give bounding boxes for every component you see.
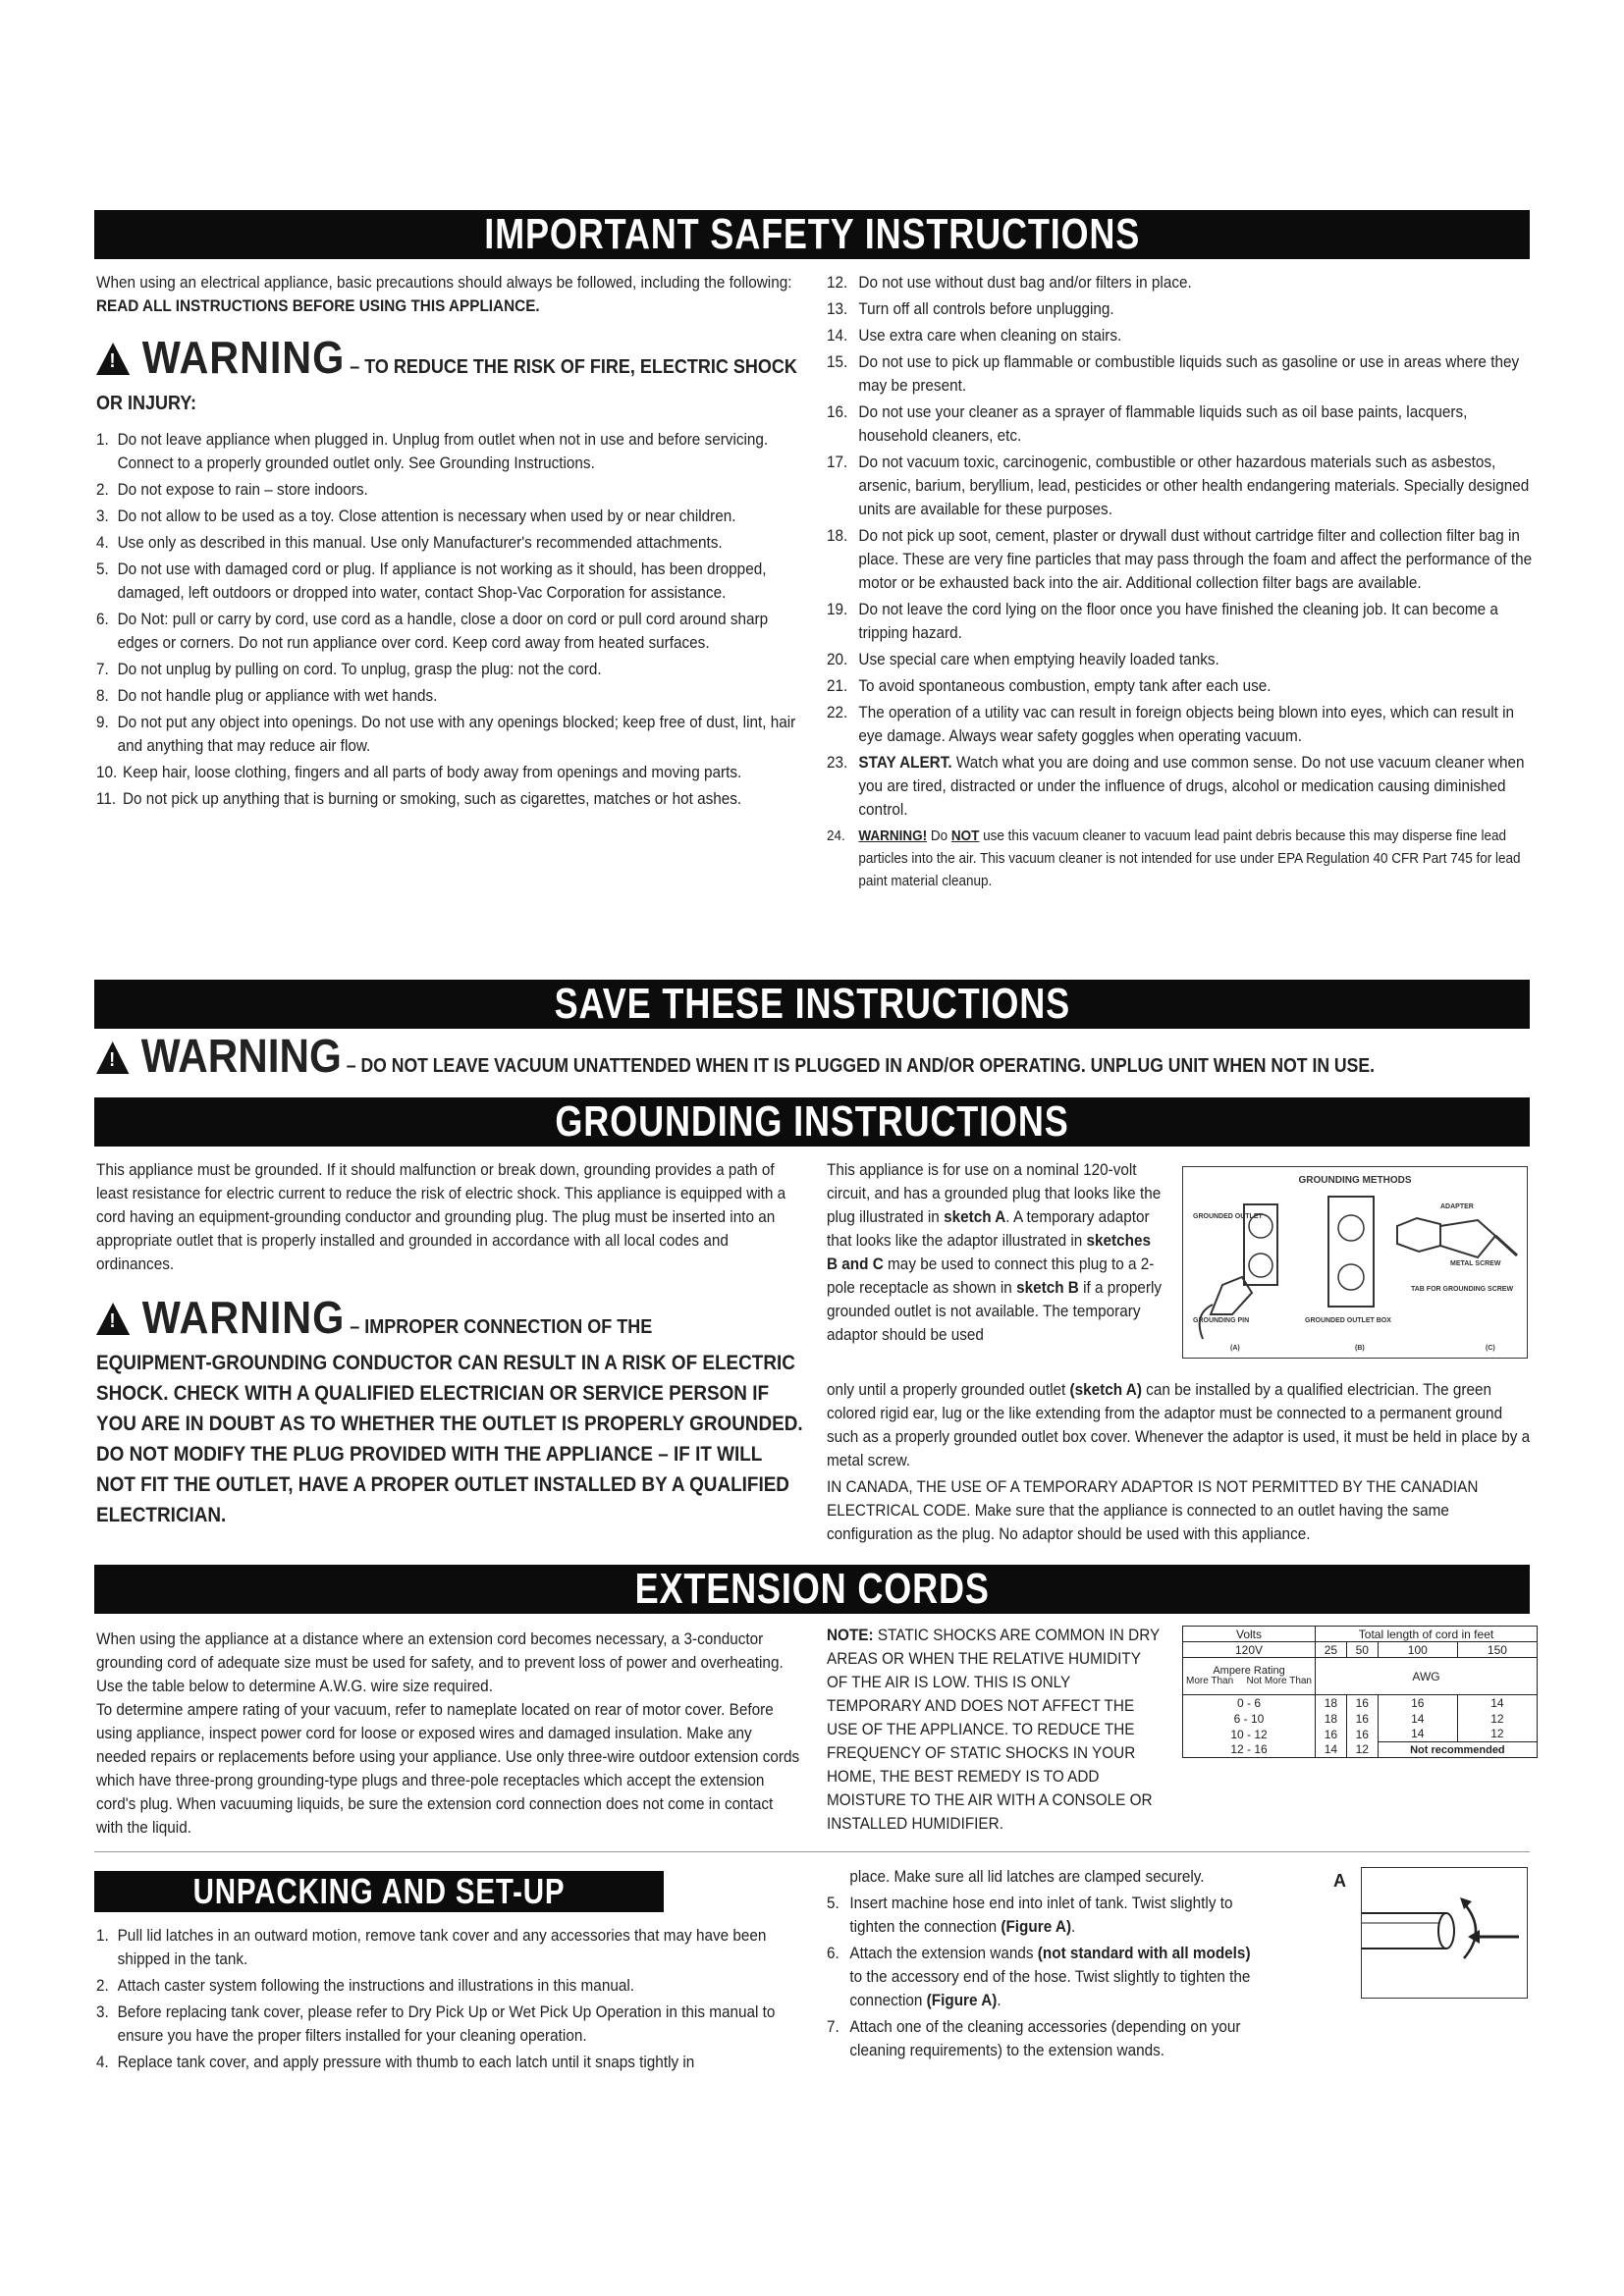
plug-c bbox=[1440, 1220, 1495, 1257]
unpacking-title-bar bbox=[94, 1871, 664, 1912]
unpacking-left-column bbox=[96, 1924, 803, 2077]
figure-a-label: A bbox=[1333, 1871, 1346, 1891]
save-warning: !WARNING – DO NOT LEAVE VACUUM UNATTENDED WHEN IT IS PLUGGED IN AND/OR OPERATING. UNPLUG UNIT WHEN NOT IN USE. bbox=[96, 1033, 1565, 1093]
table-cell: 100 bbox=[1378, 1642, 1457, 1658]
list-item: 1. Pull lid latches in an outward motion, remove tank cover and any accessories that may have been shipped in the tank. bbox=[96, 1926, 767, 1968]
safety-list-left bbox=[96, 428, 803, 811]
extension-p1: When using the appliance at a distance where an extension cord becomes necessary, a 3-conductor grounding cord of adequate size must be used for safety, and to prevent loss of power and overheating. Use the table below to determine A.W.G. wire size required. bbox=[96, 1629, 784, 1695]
list-item: 5. Do not use with damaged cord or plug. If appliance is not working as it should, has been dropped, damaged, left outdoors or dropped into water, contact Shop-Vac Corporation for assistance. bbox=[96, 560, 767, 602]
table-cell: 16 bbox=[1346, 1727, 1378, 1742]
unpacking-cont: place. Make sure all lid latches are clamped securely. bbox=[849, 1867, 1205, 1886]
grounding-methods-figure bbox=[1182, 1166, 1528, 1359]
grounding-p1: This appliance is for use on a nominal 120-volt circuit, and has a grounded plug that looks like the plug illustrated in sketch A. A temporary adaptor that looks like the adaptor illustrated in sketches B and C may be used to connect this plug to a 2-pole receptacle as shown in sketch B if a properly grounded outlet is not available. The temporary adaptor should be used bbox=[827, 1160, 1163, 1344]
table-cell: 16 bbox=[1378, 1695, 1457, 1711]
table-cell: 6 - 10 bbox=[1183, 1711, 1316, 1727]
table-cell: Ampere Rating More Than Not More Than bbox=[1183, 1658, 1316, 1695]
safety-intro: When using an electrical appliance, basic precautions should always be followed, including the following: READ ALL INSTRUCTIONS BEFORE USING THIS APPLIANCE. bbox=[96, 273, 792, 315]
list-item: 4. Replace tank cover, and apply pressure with thumb to each latch until it snaps tightly in bbox=[96, 2053, 695, 2071]
extension-title: EXTENSION CORDS bbox=[634, 1565, 990, 1613]
safety-warning-heading: !WARNING – TO REDUCE THE RISK OF FIRE, ELECTRIC SHOCK OR INJURY: bbox=[96, 340, 803, 422]
table-cell: 12 bbox=[1346, 1742, 1378, 1758]
grounding-intro: This appliance must be grounded. If it should malfunction or break down, grounding provides a path of least resistance for electric current to reduce the risk of electric shock. This appliance is equipped with a cord having an equipment-grounding conductor and grounding plug. The plug must be inserted into an appropriate outlet that is properly installed and grounded in accordance with all local codes and ordinances. bbox=[96, 1160, 786, 1273]
extension-left-column bbox=[96, 1628, 803, 1842]
table-cell: 18 bbox=[1316, 1711, 1347, 1727]
hose-rim bbox=[1438, 1913, 1454, 1949]
grounding-right-text-top bbox=[827, 1158, 1163, 1350]
table-cell: AWG bbox=[1316, 1658, 1538, 1695]
list-item: 4. Use only as described in this manual. Use only Manufacturer's recommended attachments. bbox=[96, 533, 723, 552]
grounding-title-bar bbox=[94, 1097, 1530, 1147]
table-cell: 14 bbox=[1378, 1727, 1457, 1742]
warning-icon bbox=[96, 1303, 130, 1335]
outlet-b-socket-bottom bbox=[1338, 1264, 1364, 1290]
grounding-left-column bbox=[96, 1158, 803, 1533]
label-a: (A) bbox=[1230, 1345, 1240, 1352]
table-cell: 25 bbox=[1316, 1642, 1347, 1658]
list-item: 16. Do not use your cleaner as a sprayer of flammable liquids such as oil base paints, lacquers, household cleaners, etc. bbox=[827, 402, 1468, 445]
table-cell: 16 bbox=[1346, 1695, 1378, 1711]
adapter-c bbox=[1397, 1218, 1440, 1252]
warning-icon bbox=[96, 343, 130, 375]
grounding-right-text-bottom bbox=[827, 1378, 1534, 1549]
grounding-methods-svg bbox=[1183, 1167, 1527, 1358]
outlet-a-socket-bottom bbox=[1249, 1254, 1272, 1277]
label-tab: TAB FOR GROUNDING SCREW bbox=[1411, 1286, 1514, 1293]
save-title: SAVE THESE INSTRUCTIONS bbox=[554, 980, 1070, 1028]
list-item: 7. Attach one of the cleaning accessories (depending on your cleaning requirements) to the extension wands. bbox=[827, 2017, 1241, 2059]
table-cell: Volts bbox=[1183, 1627, 1316, 1642]
table-cell: 0 - 6 bbox=[1183, 1695, 1316, 1711]
list-item: 20. Use special care when emptying heavily loaded tanks. bbox=[827, 650, 1219, 668]
table-cell: Total length of cord in feet bbox=[1316, 1627, 1538, 1642]
figure-a bbox=[1361, 1867, 1528, 1999]
awg-table bbox=[1182, 1626, 1538, 1758]
label-adapter: ADAPTER bbox=[1440, 1203, 1474, 1210]
list-item: 7. Do not unplug by pulling on cord. To unplug, grasp the plug: not the cord. bbox=[96, 660, 602, 678]
list-item: 19. Do not leave the cord lying on the floor once you have finished the cleaning job. It can become a tripping hazard. bbox=[827, 600, 1498, 642]
list-item: 22. The operation of a utility vac can result in foreign objects being blown into eyes, which can result in eye damage. Always wear safety goggles when operating vacuum. bbox=[827, 703, 1515, 745]
list-item: 9. Do not put any object into openings. Do not use with any openings blocked; keep free of dust, lint, hair and anything that may reduce air flow. bbox=[96, 713, 796, 755]
table-cell: 10 - 12 bbox=[1183, 1727, 1316, 1742]
grounding-title: GROUNDING INSTRUCTIONS bbox=[555, 1097, 1069, 1146]
table-cell: 16 bbox=[1316, 1727, 1347, 1742]
hose-end bbox=[1362, 1913, 1446, 1949]
safety-title-bar bbox=[94, 210, 1530, 259]
list-item: 6. Attach the extension wands (not standard with all models) to the accessory end of the hose. Twist slightly to tighten the connection (Figure A). bbox=[827, 1944, 1251, 2009]
list-item: 12. Do not use without dust bag and/or filters in place. bbox=[827, 273, 1192, 292]
section-divider bbox=[94, 1851, 1530, 1852]
warning-icon bbox=[96, 1041, 129, 1074]
list-item: 6. Do Not: pull or carry by cord, use cord as a handle, close a door on cord or pull cord around sharp edges or corners. Do not run appliance over cord. Keep cord away from heated surfaces. bbox=[96, 610, 769, 652]
unpacking-title: UNPACKING AND SET-UP bbox=[192, 1871, 566, 1911]
list-item: 2. Attach caster system following the instructions and illustrations in this manual. bbox=[96, 1976, 635, 1995]
table-cell: 12 bbox=[1457, 1727, 1537, 1742]
list-item: 3. Do not allow to be used as a toy. Close attention is necessary when used by or near children. bbox=[96, 507, 736, 525]
list-item: 5. Insert machine hose end into inlet of tank. Twist slightly to tighten the connection (Figure A). bbox=[827, 1894, 1233, 1936]
unpacking-right-column bbox=[827, 1865, 1251, 2065]
twist-arc bbox=[1464, 1903, 1476, 1958]
table-cell: 14 bbox=[1316, 1742, 1347, 1758]
grounding-warning-heading: !WARNING – IMPROPER CONNECTION OF THE bbox=[96, 1300, 803, 1346]
list-item: 3. Before replacing tank cover, please refer to Dry Pick Up or Wet Pick Up Operation in this manual to ensure you have the proper filters installed for your cleaning operation. bbox=[96, 2002, 776, 2045]
table-cell: 14 bbox=[1457, 1695, 1537, 1711]
list-item: 14. Use extra care when cleaning on stairs. bbox=[827, 326, 1122, 345]
table-cell: 12 - 16 bbox=[1183, 1742, 1316, 1758]
table-cell-not-recommended: Not recommended bbox=[1378, 1742, 1537, 1758]
safety-list-right bbox=[827, 271, 1534, 892]
label-grounded-outlet: GROUNDED OUTLET bbox=[1193, 1213, 1263, 1220]
list-item: 21. To avoid spontaneous combustion, empty tank after each use. bbox=[827, 676, 1272, 695]
figure-a-svg bbox=[1362, 1868, 1527, 1998]
list-item: 10. Keep hair, loose clothing, fingers and all parts of body away from openings and moving parts. bbox=[96, 763, 742, 781]
outlet-b-socket-top bbox=[1338, 1215, 1364, 1241]
table-cell: 18 bbox=[1316, 1695, 1347, 1711]
list-item: 17. Do not vacuum toxic, carcinogenic, combustible or other hazardous materials such as asbestos, arsenic, barium, beryllium, lead, pesticides or other health endangering materials. Specially designed units are available for these purposes. bbox=[827, 453, 1530, 518]
plug-a bbox=[1211, 1277, 1252, 1314]
list-item: 18. Do not pick up soot, cement, plaster or drywall dust without cartridge filter and collection filter bag in place. These are very fine particles that may pass through the foam and affect the performance of the motor or be exhausted back into the air. Additional collection filter bags are available. bbox=[827, 526, 1533, 592]
save-title-bar bbox=[94, 980, 1530, 1029]
table-cell: 16 bbox=[1346, 1711, 1378, 1727]
table-cell: 150 bbox=[1457, 1642, 1537, 1658]
list-item: 11. Do not pick up anything that is burning or smoking, such as cigarettes, matches or hot ashes. bbox=[96, 789, 742, 808]
label-b: (B) bbox=[1355, 1345, 1365, 1352]
extension-p2: To determine ampere rating of your vacuum, refer to nameplate located on rear of motor cover. Before using appliance, inspect power cord for loose or exposed wires and damaged insulation. Make any needed repairs or replacements before using your appliance. Use only three-wire outdoor extension cords which have three-prong grounding-type plugs and three-pole receptacles which accept the extension cord's plug. When vacuuming liquids, be sure the extension cord connection does not come in contact with the liquid. bbox=[96, 1700, 800, 1837]
extension-title-bar bbox=[94, 1565, 1530, 1614]
safety-left-column bbox=[96, 271, 803, 814]
label-grounded-outlet-box: GROUNDED OUTLET BOX bbox=[1305, 1317, 1391, 1324]
safety-title: IMPORTANT SAFETY INSTRUCTIONS bbox=[484, 210, 1140, 258]
label-grounding-pin: GROUNDING PIN bbox=[1193, 1317, 1250, 1324]
list-item: 24. WARNING! Do NOT use this vacuum cleaner to vacuum lead paint debris because this may disperse fine lead particles into the air. This vacuum cleaner is not intended for use under EPA Regulation 40 CFR Part 745 for lead paint material cleanup. bbox=[827, 828, 1521, 889]
list-item: 13. Turn off all controls before unplugging. bbox=[827, 299, 1114, 318]
list-item: 15. Do not use to pick up flammable or combustible liquids such as gasoline or use in areas where they may be present. bbox=[827, 352, 1520, 395]
label-c: (C) bbox=[1486, 1345, 1495, 1352]
fig-title: GROUNDING METHODS bbox=[1298, 1175, 1412, 1186]
list-item: 23. STAY ALERT. Watch what you are doing and use common sense. Do not use vacuum cleaner when you are tired, distracted or under the influence of drugs, alcohol or medication causing diminished control. bbox=[827, 753, 1525, 819]
list-item: 1. Do not leave appliance when plugged in. Unplug from outlet when not in use and before servicing. Connect to a properly grounded outlet only. See Grounding Instructions. bbox=[96, 430, 769, 472]
extension-note: NOTE: STATIC SHOCKS ARE COMMON IN DRY AREAS OR WHEN THE RELATIVE HUMIDITY OF THE AIR IS LOW. THIS IS ONLY TEMPORARY AND DOES NOT AFFECT THE USE OF THE APPLIANCE. TO REDUCE THE FREQUENCY OF STATIC SHOCKS IN YOUR HOME, THE BEST REMEDY IS TO ADD MOISTURE TO THE AIR WITH A CONSOLE OR INSTALLED HUMIDIFIER. bbox=[827, 1626, 1160, 1833]
list-item: 8. Do not handle plug or appliance with wet hands. bbox=[96, 686, 438, 705]
grounding-warning-body: EQUIPMENT-GROUNDING CONDUCTOR CAN RESULT IN A RISK OF ELECTRIC SHOCK. CHECK WITH A QUALIFIED ELECTRICIAN OR SERVICE PERSON IF YOU ARE IN DOUBT AS TO WHETHER THE OUTLET IS PROPERLY GROUNDED. DO NOT MODIFY THE PLUG PROVIDED WITH THE APPLIANCE – IF IT WILL NOT FIT THE OUTLET, HAVE A PROPER OUTLET INSTALLED BY A QUALIFIED ELECTRICIAN. bbox=[96, 1352, 803, 1526]
table-cell: 12 bbox=[1457, 1711, 1537, 1727]
label-metal-screw: METAL SCREW bbox=[1450, 1260, 1501, 1267]
grounding-p3: IN CANADA, THE USE OF A TEMPORARY ADAPTOR IS NOT PERMITTED BY THE CANADIAN ELECTRICAL CODE. Make sure that the appliance is connected to an outlet having the same configuration as the plug. No adaptor should be used with this appliance. bbox=[827, 1477, 1479, 1543]
safety-right-column bbox=[827, 271, 1534, 895]
cord-c bbox=[1495, 1236, 1517, 1255]
grounding-p2: only until a properly grounded outlet (sketch A) can be installed by a qualified electrician. The green colored rigid ear, lug or the like extending from the adaptor must be connected to a permanent ground such as a properly grounded outlet box cover. Whenever the adaptor is used, it must be held in place by a metal screw. bbox=[827, 1380, 1531, 1469]
table-cell: 14 bbox=[1378, 1711, 1457, 1727]
table-cell: 50 bbox=[1346, 1642, 1378, 1658]
table-cell: 120V bbox=[1183, 1642, 1316, 1658]
list-item: 2. Do not expose to rain – store indoors. bbox=[96, 480, 368, 499]
